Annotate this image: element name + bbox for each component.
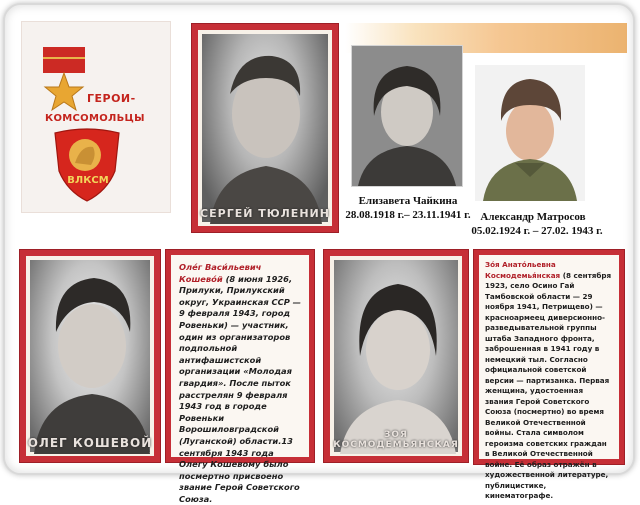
bio-name-koshevoy: Оле́г Васи́льевич Кошево́й: [179, 262, 262, 284]
portrait-frame-tyulenin: [191, 23, 339, 233]
portrait-frame-koshevoy: [19, 249, 161, 463]
bio-card-koshevoy: [165, 249, 315, 504]
badge-subtitle: КОМСОМОЛЬЦЫ: [45, 113, 145, 124]
silhouette-icon: [30, 260, 152, 454]
portrait-photo-matrosov: [475, 65, 585, 201]
caption-name-matrosov: Александр Матросов: [480, 211, 586, 223]
badge-title: ГЕРОИ-: [87, 92, 136, 105]
bio-name-kosmodemyanskaya: Зо́я Анато́льевна Космодемья́нская: [485, 260, 561, 280]
bio-body-koshevoy: (8 июня 1926, Прилуки, Прилукский округ, Украинская ССР — 9 февраля 1943, город Ровеньки) — участник, один из организаторов подпольной антифашистской организации «Молодая гвардия». После пыток расстрелян 9 февраля 1943 год в городе Ровеньки Ворошиловградской (Луганской) области.13 сентября 1943 года Олегу Кошевому было посмертно присвоено звание Герой Советского Союза.: [179, 273, 301, 504]
caption-tyulenin: СЕРГЕЙ ТЮЛЕНИН: [200, 207, 330, 220]
silhouette-icon: [334, 260, 460, 454]
bio-card-kosmodemyanskaya: [473, 249, 625, 500]
portrait-frame-kosmodemyanskaya: [323, 249, 469, 463]
silhouette-icon: [202, 34, 330, 224]
shield-text: ВЛКСМ: [67, 175, 109, 186]
silhouette-icon: [475, 65, 585, 201]
caption-name-chaikina: Елизавета Чайкина: [358, 195, 458, 207]
caption-dates-chaikina: 28.08.1918 г.– 23.11.1941 г.: [345, 209, 471, 221]
portrait-photo-tyulenin: [202, 34, 328, 222]
slide: [3, 3, 635, 504]
caption-kosmodemyanskaya: ЗОЯ КОСМОДЕМЬЯНСКАЯ: [333, 430, 459, 450]
gold-star-icon: [43, 71, 85, 113]
bio-body-kosmodemyanskaya: (8 сентября 1923, село Осино Гай Тамбовской области — 29 ноября 1941, Петрищево) — красноармеец диверсионно-разведывательной группы штаба Западного фронта, заброшенная в 1941 году в немецкий тыл. Согласно официальной советской версии — партизанка. Первая женщина, удостоенная звания Герой Советского Союза (посмертно) во время Великой Отечественной войны. Стала символом героизма советских граждан в Великой Отечественной войне. Её образ отражён в художественной литературе, публицистике, кинематографе.: [485, 270, 612, 500]
portrait-photo-kosmodemyanskaya: [334, 260, 458, 452]
bio-text-koshevoy: [179, 262, 301, 505]
portrait-photo-koshevoy: [30, 260, 150, 452]
bio-text-kosmodemyanskaya: [485, 260, 613, 502]
caption-dates-matrosov: 05.02.1924 г. – 27.02. 1943 г.: [471, 225, 603, 237]
flag-top: [43, 47, 85, 57]
caption-koshevoy: ОЛЕГ КОШЕВОЙ: [27, 436, 153, 450]
silhouette-icon: [352, 46, 462, 186]
portrait-photo-chaikina: [351, 45, 463, 187]
komsomol-shield-icon: [51, 125, 123, 203]
